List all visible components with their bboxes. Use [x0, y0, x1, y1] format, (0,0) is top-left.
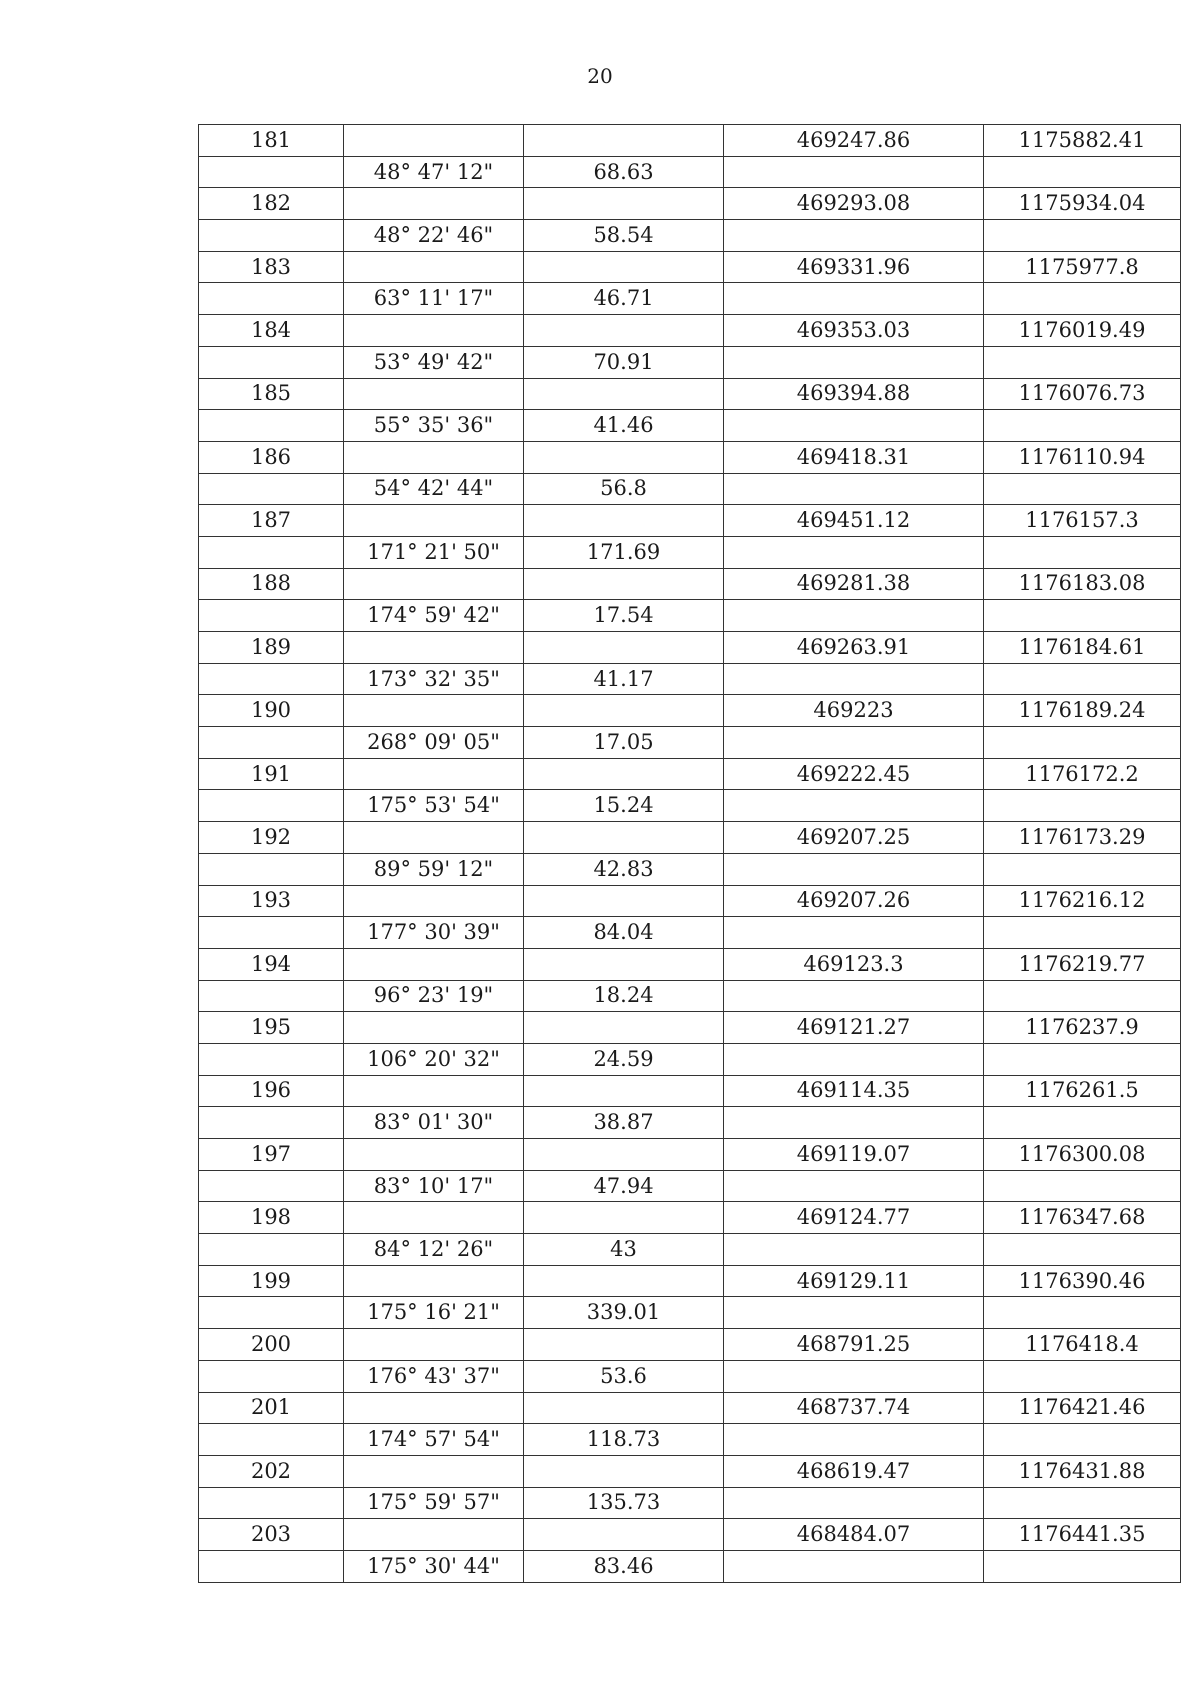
empty-cell: [724, 980, 984, 1012]
point-id-cell: 199: [199, 1265, 344, 1297]
x-coordinate-cell: 469247.86: [724, 125, 984, 157]
empty-cell: [724, 1360, 984, 1392]
empty-cell: [344, 378, 524, 410]
y-coordinate-cell: 1176300.08: [984, 1139, 1181, 1171]
point-row: [199, 885, 1181, 917]
empty-cell: [984, 1424, 1181, 1456]
y-coordinate-cell: 1175977.8: [984, 251, 1181, 283]
bearing-cell: 54° 42' 44": [344, 473, 524, 505]
empty-cell: [344, 1265, 524, 1297]
empty-cell: [199, 156, 344, 188]
distance-cell: 47.94: [524, 1170, 724, 1202]
empty-cell: [524, 1519, 724, 1551]
empty-cell: [199, 1360, 344, 1392]
empty-cell: [524, 378, 724, 410]
point-row: [199, 1519, 1181, 1551]
empty-cell: [724, 727, 984, 759]
point-id-cell: 189: [199, 632, 344, 664]
point-id-cell: 200: [199, 1329, 344, 1361]
point-row: [199, 1455, 1181, 1487]
y-coordinate-cell: 1176019.49: [984, 315, 1181, 347]
empty-cell: [984, 473, 1181, 505]
empty-cell: [524, 758, 724, 790]
empty-cell: [524, 1265, 724, 1297]
empty-cell: [344, 441, 524, 473]
empty-cell: [344, 758, 524, 790]
bearing-cell: 173° 32' 35": [344, 663, 524, 695]
empty-cell: [984, 980, 1181, 1012]
segment-row: [199, 727, 1181, 759]
y-coordinate-cell: 1175882.41: [984, 125, 1181, 157]
point-row: [199, 188, 1181, 220]
empty-cell: [984, 853, 1181, 885]
bearing-cell: 175° 30' 44": [344, 1550, 524, 1582]
y-coordinate-cell: 1176172.2: [984, 758, 1181, 790]
segment-row: [199, 1297, 1181, 1329]
empty-cell: [199, 1107, 344, 1139]
empty-cell: [199, 980, 344, 1012]
distance-cell: 17.05: [524, 727, 724, 759]
point-id-cell: 197: [199, 1139, 344, 1171]
segment-row: [199, 1234, 1181, 1266]
empty-cell: [199, 1043, 344, 1075]
empty-cell: [524, 1392, 724, 1424]
empty-cell: [344, 1329, 524, 1361]
point-id-cell: 191: [199, 758, 344, 790]
y-coordinate-cell: 1176418.4: [984, 1329, 1181, 1361]
y-coordinate-cell: 1176219.77: [984, 948, 1181, 980]
empty-cell: [984, 220, 1181, 252]
empty-cell: [344, 1202, 524, 1234]
empty-cell: [344, 632, 524, 664]
empty-cell: [199, 1424, 344, 1456]
empty-cell: [984, 1550, 1181, 1582]
empty-cell: [199, 473, 344, 505]
empty-cell: [199, 346, 344, 378]
distance-cell: 41.46: [524, 410, 724, 442]
x-coordinate-cell: 469129.11: [724, 1265, 984, 1297]
empty-cell: [344, 695, 524, 727]
empty-cell: [199, 853, 344, 885]
bearing-cell: 84° 12' 26": [344, 1234, 524, 1266]
segment-row: [199, 536, 1181, 568]
point-row: [199, 1139, 1181, 1171]
empty-cell: [724, 853, 984, 885]
distance-cell: 56.8: [524, 473, 724, 505]
point-id-cell: 181: [199, 125, 344, 157]
bearing-cell: 48° 47' 12": [344, 156, 524, 188]
point-id-cell: 202: [199, 1455, 344, 1487]
x-coordinate-cell: 469207.26: [724, 885, 984, 917]
x-coordinate-cell: 468737.74: [724, 1392, 984, 1424]
segment-row: [199, 473, 1181, 505]
empty-cell: [344, 1519, 524, 1551]
empty-cell: [724, 536, 984, 568]
distance-cell: 58.54: [524, 220, 724, 252]
x-coordinate-cell: 469114.35: [724, 1075, 984, 1107]
x-coordinate-cell: 469123.3: [724, 948, 984, 980]
y-coordinate-cell: 1176237.9: [984, 1012, 1181, 1044]
distance-cell: 46.71: [524, 283, 724, 315]
distance-cell: 43: [524, 1234, 724, 1266]
empty-cell: [724, 410, 984, 442]
empty-cell: [724, 1234, 984, 1266]
segment-row: [199, 600, 1181, 632]
distance-cell: 118.73: [524, 1424, 724, 1456]
empty-cell: [984, 283, 1181, 315]
bearing-cell: 48° 22' 46": [344, 220, 524, 252]
distance-cell: 17.54: [524, 600, 724, 632]
point-row: [199, 378, 1181, 410]
segment-row: [199, 980, 1181, 1012]
empty-cell: [344, 505, 524, 537]
empty-cell: [984, 410, 1181, 442]
x-coordinate-cell: 468484.07: [724, 1519, 984, 1551]
bearing-cell: 83° 10' 17": [344, 1170, 524, 1202]
y-coordinate-cell: 1175934.04: [984, 188, 1181, 220]
y-coordinate-cell: 1176261.5: [984, 1075, 1181, 1107]
x-coordinate-cell: 469207.25: [724, 822, 984, 854]
segment-row: [199, 1424, 1181, 1456]
point-id-cell: 195: [199, 1012, 344, 1044]
point-id-cell: 190: [199, 695, 344, 727]
empty-cell: [984, 1170, 1181, 1202]
empty-cell: [984, 1487, 1181, 1519]
distance-cell: 135.73: [524, 1487, 724, 1519]
bearing-cell: 53° 49' 42": [344, 346, 524, 378]
empty-cell: [724, 917, 984, 949]
bearing-cell: 63° 11' 17": [344, 283, 524, 315]
empty-cell: [984, 790, 1181, 822]
point-id-cell: 198: [199, 1202, 344, 1234]
empty-cell: [724, 1550, 984, 1582]
empty-cell: [344, 1139, 524, 1171]
segment-row: [199, 346, 1181, 378]
distance-cell: 18.24: [524, 980, 724, 1012]
empty-cell: [524, 568, 724, 600]
empty-cell: [524, 1139, 724, 1171]
empty-cell: [199, 1550, 344, 1582]
empty-cell: [344, 1392, 524, 1424]
segment-row: [199, 1107, 1181, 1139]
x-coordinate-cell: 469223: [724, 695, 984, 727]
empty-cell: [984, 1107, 1181, 1139]
empty-cell: [524, 251, 724, 283]
segment-row: [199, 1550, 1181, 1582]
empty-cell: [524, 695, 724, 727]
empty-cell: [984, 600, 1181, 632]
empty-cell: [199, 283, 344, 315]
segment-row: [199, 410, 1181, 442]
empty-cell: [984, 663, 1181, 695]
empty-cell: [524, 441, 724, 473]
y-coordinate-cell: 1176183.08: [984, 568, 1181, 600]
y-coordinate-cell: 1176184.61: [984, 632, 1181, 664]
bearing-cell: 175° 53' 54": [344, 790, 524, 822]
empty-cell: [724, 346, 984, 378]
empty-cell: [199, 1297, 344, 1329]
point-id-cell: 182: [199, 188, 344, 220]
segment-row: [199, 853, 1181, 885]
point-row: [199, 1329, 1181, 1361]
empty-cell: [984, 536, 1181, 568]
point-id-cell: 186: [199, 441, 344, 473]
empty-cell: [984, 1297, 1181, 1329]
distance-cell: 70.91: [524, 346, 724, 378]
empty-cell: [724, 790, 984, 822]
segment-row: [199, 1043, 1181, 1075]
empty-cell: [524, 1329, 724, 1361]
x-coordinate-cell: 468791.25: [724, 1329, 984, 1361]
point-row: [199, 695, 1181, 727]
empty-cell: [724, 283, 984, 315]
distance-cell: 171.69: [524, 536, 724, 568]
point-id-cell: 183: [199, 251, 344, 283]
y-coordinate-cell: 1176216.12: [984, 885, 1181, 917]
empty-cell: [724, 600, 984, 632]
point-row: [199, 632, 1181, 664]
distance-cell: 38.87: [524, 1107, 724, 1139]
distance-cell: 15.24: [524, 790, 724, 822]
empty-cell: [199, 1234, 344, 1266]
bearing-cell: 174° 57' 54": [344, 1424, 524, 1456]
empty-cell: [344, 125, 524, 157]
segment-row: [199, 1170, 1181, 1202]
point-id-cell: 187: [199, 505, 344, 537]
empty-cell: [199, 220, 344, 252]
empty-cell: [344, 188, 524, 220]
coordinate-table-body: [199, 125, 1181, 1583]
distance-cell: 339.01: [524, 1297, 724, 1329]
distance-cell: 53.6: [524, 1360, 724, 1392]
page-number: 20: [587, 64, 613, 88]
empty-cell: [199, 1487, 344, 1519]
coordinate-table: [198, 124, 1181, 1583]
empty-cell: [344, 568, 524, 600]
segment-row: [199, 283, 1181, 315]
point-id-cell: 194: [199, 948, 344, 980]
x-coordinate-cell: 469121.27: [724, 1012, 984, 1044]
empty-cell: [199, 536, 344, 568]
point-row: [199, 1202, 1181, 1234]
empty-cell: [524, 1202, 724, 1234]
point-row: [199, 568, 1181, 600]
y-coordinate-cell: 1176390.46: [984, 1265, 1181, 1297]
point-row: [199, 758, 1181, 790]
empty-cell: [199, 1170, 344, 1202]
bearing-cell: 96° 23' 19": [344, 980, 524, 1012]
empty-cell: [199, 663, 344, 695]
point-row: [199, 505, 1181, 537]
empty-cell: [724, 1107, 984, 1139]
empty-cell: [984, 156, 1181, 188]
empty-cell: [724, 473, 984, 505]
x-coordinate-cell: 469119.07: [724, 1139, 984, 1171]
bearing-cell: 177° 30' 39": [344, 917, 524, 949]
segment-row: [199, 156, 1181, 188]
point-row: [199, 125, 1181, 157]
empty-cell: [524, 1455, 724, 1487]
segment-row: [199, 663, 1181, 695]
point-id-cell: 196: [199, 1075, 344, 1107]
point-id-cell: 201: [199, 1392, 344, 1424]
bearing-cell: 89° 59' 12": [344, 853, 524, 885]
y-coordinate-cell: 1176173.29: [984, 822, 1181, 854]
empty-cell: [344, 822, 524, 854]
x-coordinate-cell: 469418.31: [724, 441, 984, 473]
empty-cell: [984, 1043, 1181, 1075]
empty-cell: [724, 1043, 984, 1075]
empty-cell: [984, 917, 1181, 949]
empty-cell: [524, 632, 724, 664]
segment-row: [199, 917, 1181, 949]
point-row: [199, 1075, 1181, 1107]
segment-row: [199, 220, 1181, 252]
bearing-cell: 171° 21' 50": [344, 536, 524, 568]
x-coordinate-cell: 469331.96: [724, 251, 984, 283]
segment-row: [199, 1360, 1181, 1392]
bearing-cell: 175° 59' 57": [344, 1487, 524, 1519]
point-id-cell: 193: [199, 885, 344, 917]
point-row: [199, 1265, 1181, 1297]
empty-cell: [724, 1424, 984, 1456]
distance-cell: 83.46: [524, 1550, 724, 1582]
empty-cell: [724, 1170, 984, 1202]
y-coordinate-cell: 1176421.46: [984, 1392, 1181, 1424]
point-id-cell: 192: [199, 822, 344, 854]
point-row: [199, 1392, 1181, 1424]
x-coordinate-cell: 469124.77: [724, 1202, 984, 1234]
y-coordinate-cell: 1176189.24: [984, 695, 1181, 727]
point-id-cell: 185: [199, 378, 344, 410]
bearing-cell: 55° 35' 36": [344, 410, 524, 442]
bearing-cell: 106° 20' 32": [344, 1043, 524, 1075]
empty-cell: [724, 1297, 984, 1329]
empty-cell: [524, 315, 724, 347]
empty-cell: [724, 663, 984, 695]
empty-cell: [524, 885, 724, 917]
empty-cell: [344, 885, 524, 917]
y-coordinate-cell: 1176431.88: [984, 1455, 1181, 1487]
point-row: [199, 1012, 1181, 1044]
empty-cell: [344, 948, 524, 980]
x-coordinate-cell: 469353.03: [724, 315, 984, 347]
point-row: [199, 948, 1181, 980]
distance-cell: 84.04: [524, 917, 724, 949]
point-row: [199, 315, 1181, 347]
point-id-cell: 203: [199, 1519, 344, 1551]
segment-row: [199, 790, 1181, 822]
empty-cell: [199, 917, 344, 949]
empty-cell: [524, 1012, 724, 1044]
x-coordinate-cell: 469451.12: [724, 505, 984, 537]
empty-cell: [984, 1360, 1181, 1392]
empty-cell: [524, 188, 724, 220]
x-coordinate-cell: 469394.88: [724, 378, 984, 410]
x-coordinate-cell: 468619.47: [724, 1455, 984, 1487]
y-coordinate-cell: 1176076.73: [984, 378, 1181, 410]
segment-row: [199, 1487, 1181, 1519]
empty-cell: [199, 790, 344, 822]
y-coordinate-cell: 1176110.94: [984, 441, 1181, 473]
bearing-cell: 176° 43' 37": [344, 1360, 524, 1392]
point-id-cell: 188: [199, 568, 344, 600]
point-row: [199, 441, 1181, 473]
x-coordinate-cell: 469222.45: [724, 758, 984, 790]
empty-cell: [524, 1075, 724, 1107]
point-row: [199, 251, 1181, 283]
bearing-cell: 175° 16' 21": [344, 1297, 524, 1329]
y-coordinate-cell: 1176157.3: [984, 505, 1181, 537]
empty-cell: [344, 1455, 524, 1487]
empty-cell: [199, 727, 344, 759]
point-row: [199, 822, 1181, 854]
bearing-cell: 174° 59' 42": [344, 600, 524, 632]
empty-cell: [524, 505, 724, 537]
y-coordinate-cell: 1176441.35: [984, 1519, 1181, 1551]
empty-cell: [344, 1012, 524, 1044]
empty-cell: [724, 156, 984, 188]
x-coordinate-cell: 469263.91: [724, 632, 984, 664]
empty-cell: [344, 251, 524, 283]
empty-cell: [524, 948, 724, 980]
bearing-cell: 268° 09' 05": [344, 727, 524, 759]
distance-cell: 41.17: [524, 663, 724, 695]
empty-cell: [984, 727, 1181, 759]
empty-cell: [344, 315, 524, 347]
empty-cell: [344, 1075, 524, 1107]
distance-cell: 24.59: [524, 1043, 724, 1075]
distance-cell: 68.63: [524, 156, 724, 188]
bearing-cell: 83° 01' 30": [344, 1107, 524, 1139]
empty-cell: [524, 125, 724, 157]
distance-cell: 42.83: [524, 853, 724, 885]
x-coordinate-cell: 469281.38: [724, 568, 984, 600]
empty-cell: [524, 822, 724, 854]
empty-cell: [984, 346, 1181, 378]
empty-cell: [199, 410, 344, 442]
empty-cell: [724, 1487, 984, 1519]
y-coordinate-cell: 1176347.68: [984, 1202, 1181, 1234]
empty-cell: [724, 220, 984, 252]
empty-cell: [984, 1234, 1181, 1266]
x-coordinate-cell: 469293.08: [724, 188, 984, 220]
point-id-cell: 184: [199, 315, 344, 347]
empty-cell: [199, 600, 344, 632]
